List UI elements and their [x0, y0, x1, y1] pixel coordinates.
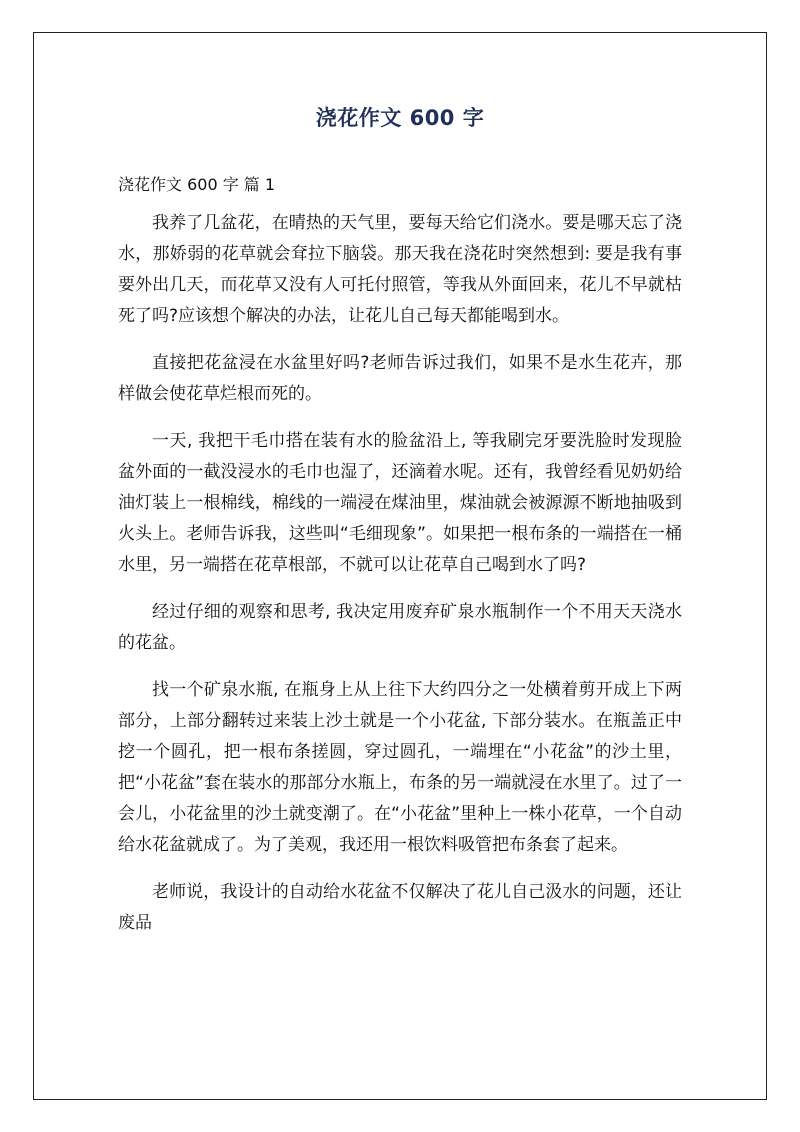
- paragraph-1: 我养了几盆花，在晴热的天气里，要每天给它们浇水。要是哪天忘了浇水，那娇弱的花草就会耷拉下脑袋。那天我在浇花时突然想到: 要是我有事要外出几天，而花草又没有人可托付照管，等我从外面回来，花儿不早就枯死了吗?应该想个解决的办法，让花儿自己每天都能喝到水。: [118, 213, 682, 326]
- paragraph-4: 经过仔细的观察和思考, 我决定用废弃矿泉水瓶制作一个不用天天浇水的花盆。: [118, 602, 682, 653]
- paragraph-3: 一天, 我把干毛巾搭在装有水的脸盆沿上, 等我刷完牙要洗脸时发现脸盆外面的一截没浸水的毛巾也湿了，还滴着水呢。还有，我曾经看见奶奶给油灯装上一根棉线，棉线的一端浸在煤油里，煤油就会被源源不断地抽吸到火头上。老师告诉我，这些叫“毛细现象”。如果把一根布条的一端搭在一桶水里，另一端搭在花草根部，不就可以让花草自己喝到水了吗?: [118, 431, 682, 575]
- essay-subtitle: 浇花作文 600 字 篇 1: [118, 175, 276, 194]
- document-title: 浇花作文 600 字: [315, 106, 485, 130]
- essay-body: [118, 208, 682, 955]
- paragraph-6: 老师说，我设计的自动给水花盆不仅解决了花儿自己汲水的问题，还让废品: [118, 882, 682, 933]
- paragraph-2: 直接把花盆浸在水盆里好吗?老师告诉过我们，如果不是水生花卉，那样做会使花草烂根而死的。: [118, 353, 682, 404]
- paragraph-5: 找一个矿泉水瓶, 在瓶身上从上往下大约四分之一处横着剪开成上下两部分，上部分翻转过来装上沙土就是一个小花盆, 下部分装水。在瓶盖正中挖一个圆孔，把一根布条搓圆，穿过圆孔，一端埋在“小花盆”的沙土里，把“小花盆”套在装水的那部分水瓶上，布条的另一端就浸在水里了。过了一会儿，小花盆里的沙土就变潮了。在“小花盆”里种上一株小花草，一个自动给水花盆就成了。为了美观，我还用一根饮料吸管把布条套了起来。: [118, 680, 682, 855]
